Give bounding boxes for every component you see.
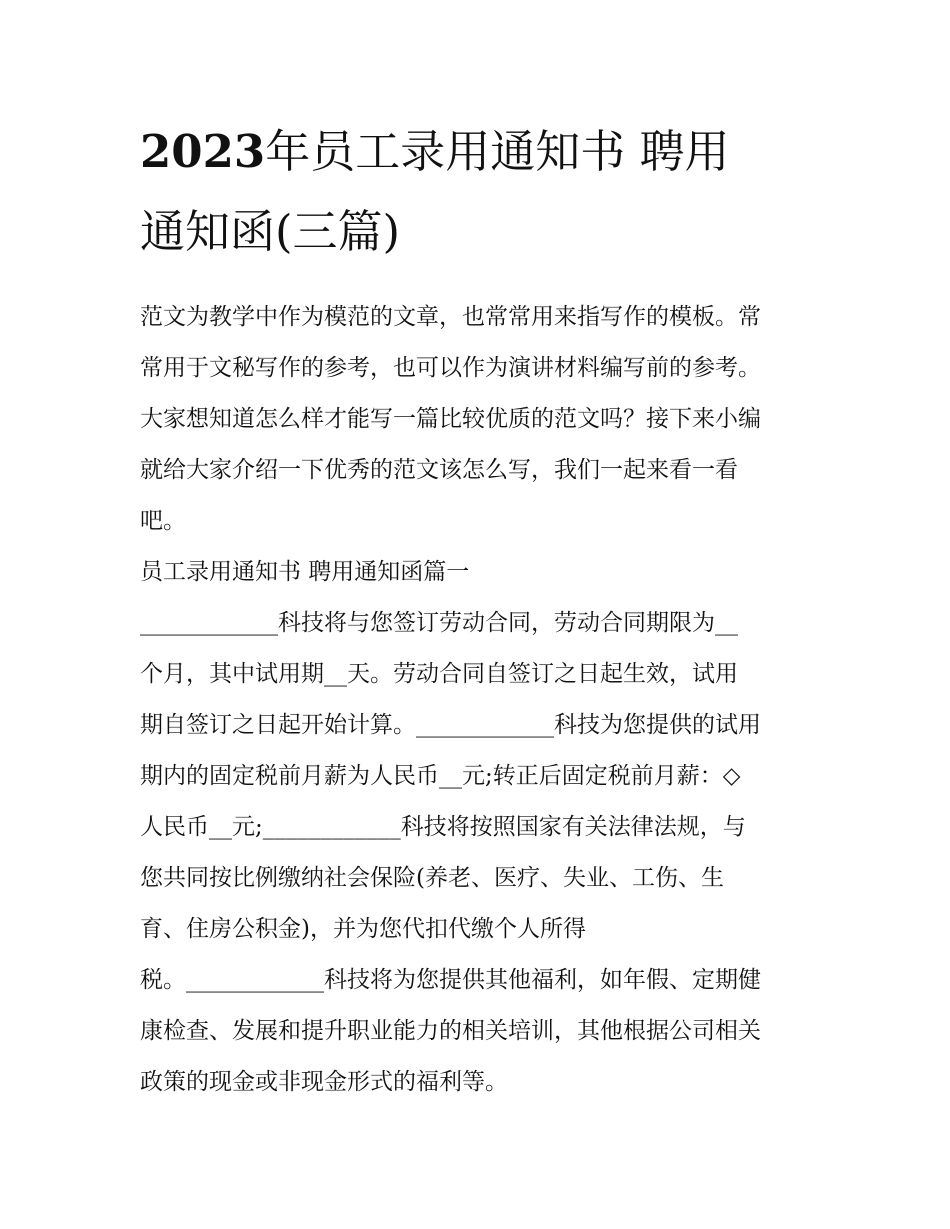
title-line-1 — [140, 112, 812, 192]
intro-paragraph — [140, 292, 812, 547]
section-heading-text: 员工录用通知书 聘用通知函篇一 — [140, 559, 470, 585]
title-line-1-text: 年员工录用通知书 聘用 — [265, 125, 730, 178]
body-line: 人民币__元;____________科技将按照国家有关法律法规，与 — [140, 814, 746, 840]
title-line-2: 通知函(三篇) — [140, 205, 401, 258]
body-line: 期自签订之日起开始计算。____________科技为您提供的试用 — [140, 712, 761, 738]
intro-line: 吧。 — [140, 508, 186, 534]
title-year: 2023 — [140, 125, 266, 178]
body-line: 个月，其中试用期__天。劳动合同自签订之日起生效，试用 — [140, 661, 738, 687]
intro-line: 常用于文秘写作的参考，也可以作为演讲材料编写前的参考。 — [140, 355, 761, 381]
body-line: 育、住房公积金)，并为您代扣代缴个人所得 — [140, 916, 586, 942]
body-line: 政策的现金或非现金形式的福利等。 — [140, 1069, 508, 1095]
section-heading — [140, 547, 812, 598]
intro-line: 范文为教学中作为模范的文章，也常常用来指写作的模板。常 — [140, 304, 761, 330]
body-line: 康检查、发展和提升职业能力的相关培训，其他根据公司相关 — [140, 1018, 761, 1044]
document-page — [140, 112, 812, 1108]
body-line: 税。____________科技将为您提供其他福利，如年假、定期健 — [140, 967, 761, 993]
offer-terms-paragraph — [140, 598, 812, 1108]
intro-line: 大家想知道怎么样才能写一篇比较优质的范文吗？接下来小编 — [140, 406, 761, 432]
body-line: 您共同按比例缴纳社会保险(养老、医疗、失业、工伤、生 — [140, 865, 724, 891]
document-title — [140, 112, 812, 272]
intro-line: 就给大家介绍一下优秀的范文该怎么写，我们一起来看一看 — [140, 457, 738, 483]
body-line: 期内的固定税前月薪为人民币__元;转正后固定税前月薪：◇ — [140, 763, 741, 789]
body-line: ____________科技将与您签订劳动合同，劳动合同期限为__ — [140, 610, 738, 636]
